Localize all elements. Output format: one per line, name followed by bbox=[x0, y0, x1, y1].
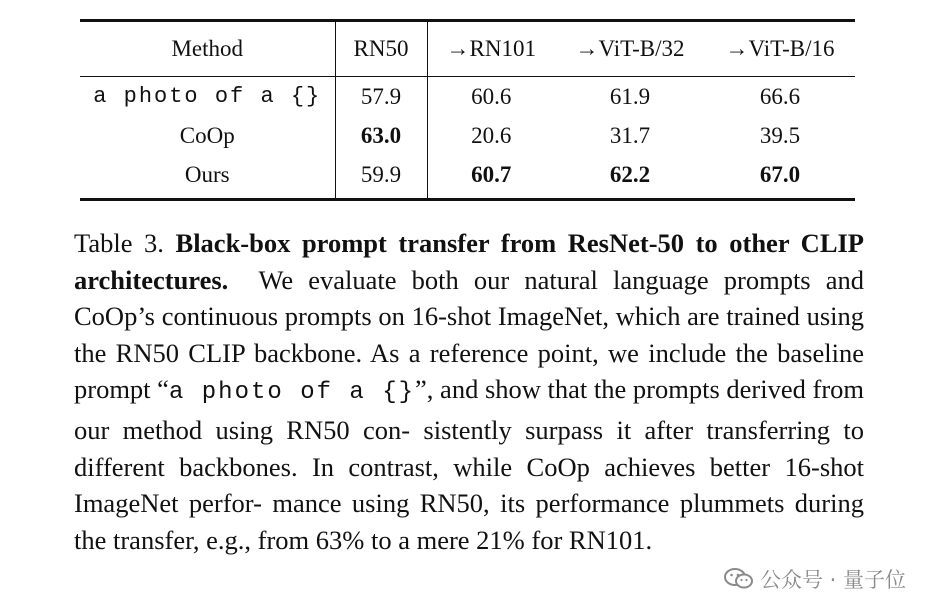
table-row bbox=[80, 116, 855, 155]
header-row bbox=[80, 22, 855, 76]
header-method: Method bbox=[80, 22, 335, 76]
watermark-text: 公众号 · 量子位 bbox=[759, 568, 906, 592]
header-vitb32: →ViT-B/32 bbox=[575, 36, 685, 61]
header-rn101: →RN101 bbox=[446, 36, 536, 61]
bottom-rule bbox=[80, 198, 855, 201]
table-row bbox=[80, 155, 855, 198]
row-value: 39.5 bbox=[759, 122, 801, 148]
row-value: 62.2 bbox=[609, 161, 651, 187]
caption-body-part1: We evaluate both our natural language prompts and CoOp’s continuous prompts on 16-shot ImageNet, which are trained using the RN50 CLIP backbone. As a reference point, we include the baseline prompt “ bbox=[74, 264, 864, 405]
row-method: CoOp bbox=[80, 116, 335, 155]
row-value: 66.6 bbox=[759, 83, 801, 109]
row-value: 63.0 bbox=[335, 116, 427, 155]
row-value: 60.7 bbox=[471, 161, 512, 187]
results-table-container bbox=[80, 19, 855, 201]
header-vitb16: →ViT-B/16 bbox=[725, 36, 835, 61]
table-caption bbox=[74, 225, 864, 558]
wechat-icon bbox=[724, 567, 754, 591]
caption-body-part2: ”, and show that the prompts derived from our method using RN50 con- sistently surpass it after transferring to different backbones. In contrast, while CoOp achieves better 16-shot ImageNet perfor- mance using RN50, its performance plummets during the transfer, e.g., from 63% to a mere 21% for RN101. bbox=[74, 374, 865, 555]
row-value: 59.9 bbox=[335, 155, 427, 198]
results-table bbox=[80, 22, 855, 198]
table-row bbox=[80, 77, 855, 116]
row-value: 57.9 bbox=[335, 77, 427, 116]
row-method: a photo of a {} bbox=[80, 77, 335, 116]
row-value: 20.6 bbox=[471, 122, 512, 148]
header-rn50: RN50 bbox=[335, 22, 427, 76]
row-value: 61.9 bbox=[609, 83, 651, 109]
watermark bbox=[724, 564, 906, 594]
row-method: Ours bbox=[80, 155, 335, 198]
row-value: 31.7 bbox=[609, 122, 651, 148]
row-value: 60.6 bbox=[471, 83, 512, 109]
caption-code: a photo of a {} bbox=[168, 379, 416, 407]
caption-title: Black-box prompt transfer from ResNet-50 to other CLIP architectures. bbox=[74, 228, 864, 295]
caption-label: Table 3. bbox=[74, 228, 164, 258]
row-value: 67.0 bbox=[759, 161, 801, 187]
